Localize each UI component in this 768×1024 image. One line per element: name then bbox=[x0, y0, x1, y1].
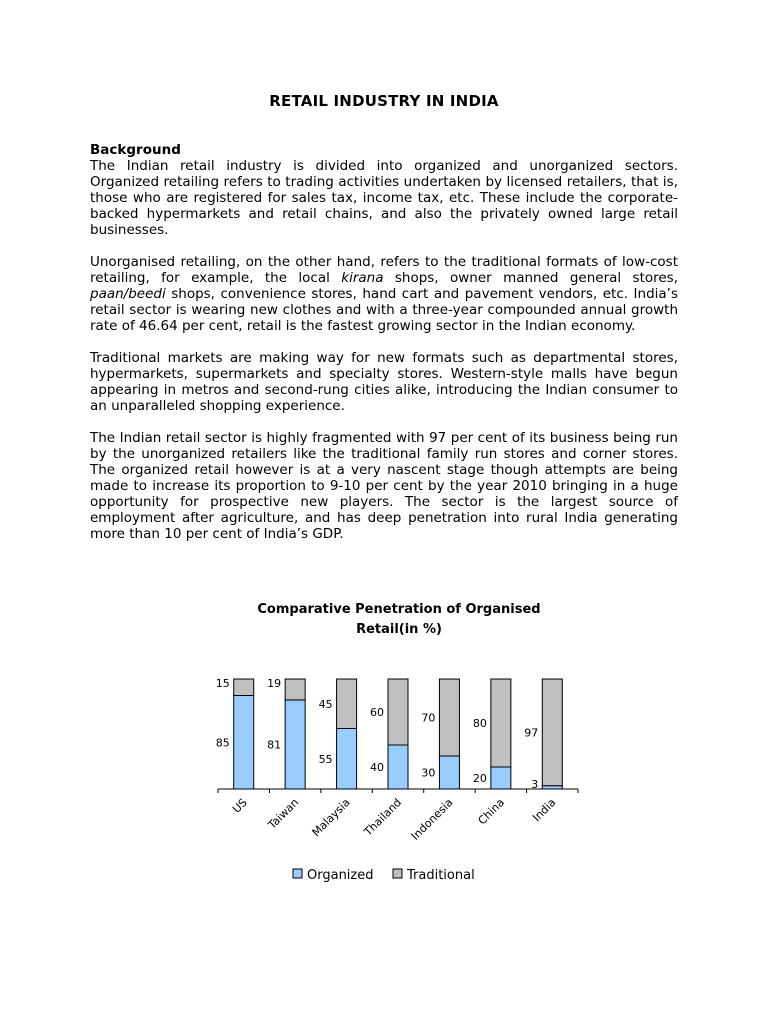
paragraph-2-part-e: shops, convenience stores, hand cart and pavement vendors, etc. India’s retail sector is wearing new clothes and with a three-year compounded annual growth rate of 46.64 per cent, retail is the fastest growing sector in the Indian economy. bbox=[90, 286, 678, 334]
data-label-organized-us: 85 bbox=[215, 736, 230, 750]
data-label-organized-thailand: 40 bbox=[370, 761, 384, 774]
data-label-traditional-malaysia: 45 bbox=[318, 697, 333, 711]
x-tick-label-us: US bbox=[230, 795, 250, 816]
penetration-chart bbox=[200, 595, 600, 895]
data-label-traditional-taiwan: 19 bbox=[267, 677, 282, 690]
bar-organized-malaysia bbox=[337, 729, 357, 790]
data-label-traditional-thailand: 60 bbox=[370, 706, 384, 719]
bar-traditional-us bbox=[234, 679, 254, 696]
data-label-organized-china: 20 bbox=[472, 772, 487, 785]
bar-traditional-india bbox=[542, 679, 562, 786]
legend bbox=[293, 868, 475, 883]
legend-label-organized: Organized bbox=[307, 868, 374, 883]
paragraph-2-kirana: kirana bbox=[341, 270, 384, 286]
bar-organized-us bbox=[234, 696, 254, 790]
x-tick-label-malaysia: Malaysia bbox=[309, 795, 353, 840]
legend-swatch-traditional bbox=[393, 869, 402, 878]
data-label-organized-malaysia: 55 bbox=[318, 752, 333, 766]
paragraph-2-paan-beedi: paan/beedi bbox=[90, 286, 166, 302]
x-tick-label-thailand: Thailand bbox=[361, 795, 405, 839]
bar-organized-thailand bbox=[388, 745, 408, 789]
paragraph-2-part-a: Unorganised retailing, on the other hand, refers to the traditional formats of low-cost retailing, for example, the local bbox=[90, 254, 678, 286]
bar-traditional-indonesia bbox=[439, 679, 459, 756]
x-tick-label-india: India bbox=[530, 795, 559, 825]
paragraph-3: Traditional markets are making way for new formats such as departmental stores, hypermarkets, supermarkets and specialty stores. Western-style malls have begun appearing in metros and second-rung cities alike, introducing the Indian consumer to an unparalleled shopping experience. bbox=[90, 350, 678, 414]
x-tick-label-indonesia: Indonesia bbox=[408, 795, 456, 843]
section-heading: Background bbox=[90, 142, 181, 158]
paragraph-4: The Indian retail sector is highly fragmented with 97 per cent of its business being run by the unorganized retailers like the traditional family run stores and corner stores. The organized retail however is at a very nascent stage though attempts are being made to increase its proportion to 9-10 per cent by the year 2010 bringing in a huge opportunity for prospective new players. The sector is the largest source of employment after agriculture, and has deep penetration into rural India generating more than 10 per cent of India’s GDP. bbox=[90, 430, 678, 542]
x-tick-label-taiwan: Taiwan bbox=[265, 795, 302, 832]
data-label-organized-taiwan: 81 bbox=[267, 738, 282, 752]
document-title: RETAIL INDUSTRY IN INDIA bbox=[269, 92, 499, 110]
data-label-traditional-us: 15 bbox=[215, 677, 230, 690]
bar-organized-china bbox=[491, 767, 511, 789]
paragraph-1: The Indian retail industry is divided into organized and unorganized sectors. Organized retailing refers to trading activities undertaken by licensed retailers, that is, those who are registered for sales tax, income tax, etc. These include the corporate-backed hypermarkets and retail chains, and also the privately owned large retail businesses. bbox=[90, 158, 678, 238]
chart-title-line-1: Comparative Penetration of Organised bbox=[257, 602, 541, 617]
document-body bbox=[90, 142, 678, 558]
x-tick-label-china: China bbox=[475, 795, 507, 828]
chart-svg bbox=[200, 595, 600, 895]
bar-traditional-thailand bbox=[388, 679, 408, 745]
data-label-traditional-india: 97 bbox=[524, 726, 539, 740]
bar-traditional-malaysia bbox=[337, 679, 357, 729]
legend-label-traditional: Traditional bbox=[407, 868, 475, 883]
data-label-traditional-china: 80 bbox=[472, 717, 487, 730]
paragraph-2-part-c: shops, owner manned general stores, bbox=[383, 270, 679, 286]
paragraph-2 bbox=[90, 254, 678, 334]
data-label-traditional-indonesia: 70 bbox=[421, 711, 436, 725]
chart-title-line-2: Retail(in %) bbox=[356, 622, 442, 637]
data-label-organized-india: 3 bbox=[531, 778, 539, 791]
bar-traditional-taiwan bbox=[285, 679, 305, 700]
bar-traditional-china bbox=[491, 679, 511, 767]
bar-organized-indonesia bbox=[439, 756, 459, 789]
legend-swatch-organized bbox=[293, 869, 302, 878]
bar-organized-taiwan bbox=[285, 700, 305, 789]
plot-area bbox=[216, 677, 578, 843]
data-label-organized-indonesia: 30 bbox=[421, 766, 436, 780]
